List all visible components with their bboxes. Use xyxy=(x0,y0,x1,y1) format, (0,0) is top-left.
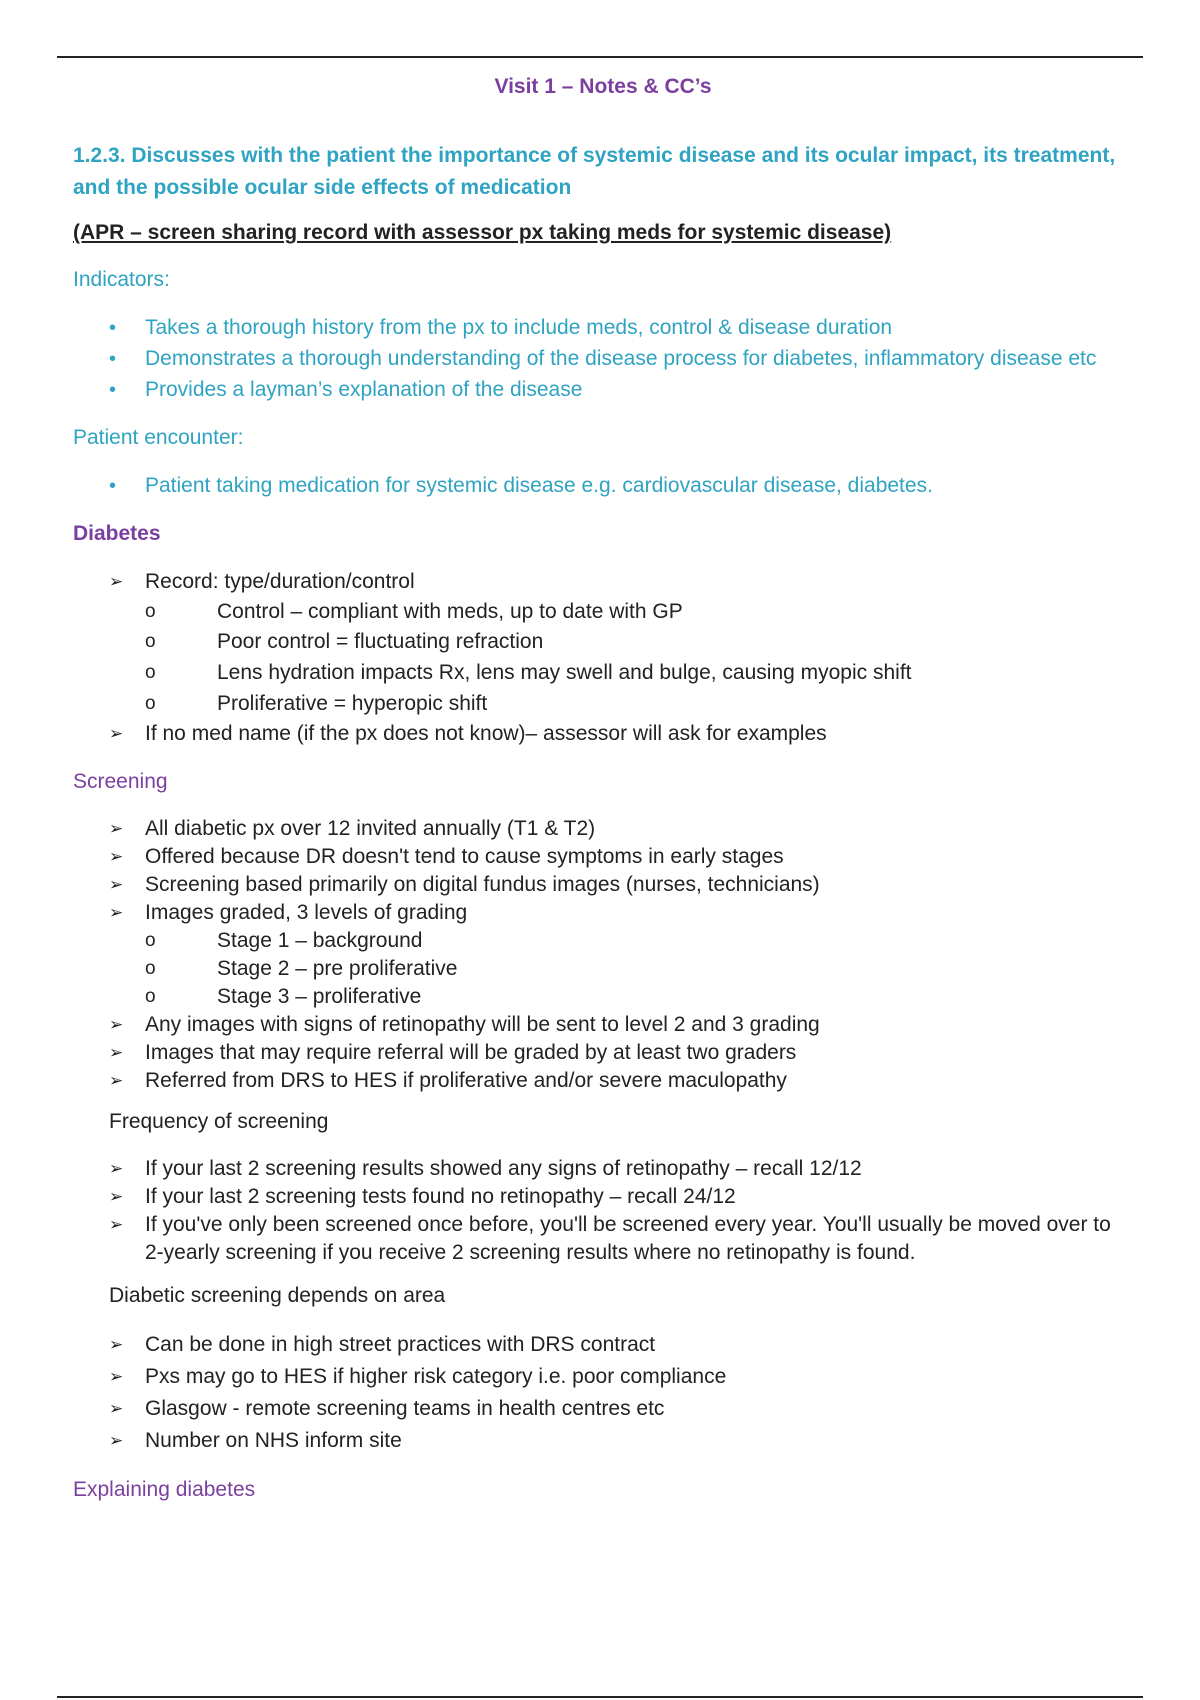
list-item: • Demonstrates a thorough understanding of the disease process for diabetes, inflammatory disease etc xyxy=(73,344,1133,374)
bullet-icon: • xyxy=(109,348,117,370)
indicators-label: Indicators: xyxy=(73,268,170,291)
list-item: ➢ If your last 2 screening tests found no retinopathy – recall 24/12 xyxy=(73,1183,1133,1211)
sub-list-item: o Stage 1 – background xyxy=(145,927,1133,955)
frequency-label: Frequency of screening xyxy=(109,1110,329,1133)
list-item: ➢ All diabetic px over 12 invited annually (T1 & T2) xyxy=(73,815,1133,843)
arrow-bullet-icon: ➢ xyxy=(109,847,124,866)
patient-encounter-label: Patient encounter: xyxy=(73,426,244,449)
list-item: ➢ If your last 2 screening results showed any signs of retinopathy – recall 12/12 xyxy=(73,1155,1133,1183)
sub-list-item: o Proliferative = hyperopic shift xyxy=(145,689,1133,719)
arrow-bullet-icon: ➢ xyxy=(109,903,124,922)
list-item: ➢ Any images with signs of retinopathy will be sent to level 2 and 3 grading xyxy=(73,1011,1133,1039)
diabetes-list-continued xyxy=(73,719,1133,749)
arrow-bullet-icon: ➢ xyxy=(109,1071,124,1090)
bullet-icon: • xyxy=(109,317,117,339)
list-item: ➢ Referred from DRS to HES if proliferative and/or severe maculopathy xyxy=(73,1067,1133,1095)
circle-bullet-icon: o xyxy=(145,958,156,979)
screening-list-continued xyxy=(73,1011,1133,1095)
circle-bullet-icon: o xyxy=(145,930,156,951)
arrow-bullet-icon: ➢ xyxy=(109,724,124,743)
area-label: Diabetic screening depends on area xyxy=(109,1284,446,1307)
list-item: ➢ Number on NHS inform site xyxy=(73,1425,1133,1457)
arrow-bullet-icon: ➢ xyxy=(109,1043,124,1062)
patient-encounter-list xyxy=(73,471,1133,501)
apr-note: (APR – screen sharing record with assessor px taking meds for systemic disease) xyxy=(73,221,892,244)
list-item: ➢ Can be done in high street practices with DRS contract xyxy=(73,1329,1133,1361)
list-item: ➢ Glasgow - remote screening teams in health centres etc xyxy=(73,1393,1133,1425)
diabetes-heading: Diabetes xyxy=(73,522,161,545)
list-item: ➢ Screening based primarily on digital fundus images (nurses, technicians) xyxy=(73,871,1133,899)
list-item: • Patient taking medication for systemic disease e.g. cardiovascular disease, diabetes. xyxy=(73,471,1133,501)
arrow-bullet-icon: ➢ xyxy=(109,1399,124,1418)
list-item: ➢ Pxs may go to HES if higher risk category i.e. poor compliance xyxy=(73,1361,1133,1393)
screening-list xyxy=(73,815,1133,927)
arrow-bullet-icon: ➢ xyxy=(109,1367,124,1386)
list-item: • Provides a layman’s explanation of the disease xyxy=(73,375,1133,405)
frequency-list xyxy=(73,1155,1133,1267)
arrow-bullet-icon: ➢ xyxy=(109,1187,124,1206)
circle-bullet-icon: o xyxy=(145,631,156,652)
record-sub-list xyxy=(73,597,1133,719)
sub-list-item: o Control – compliant with meds, up to date with GP xyxy=(145,597,1133,627)
arrow-bullet-icon: ➢ xyxy=(109,1015,124,1034)
arrow-bullet-icon: ➢ xyxy=(109,1215,124,1234)
list-item: ➢ If you've only been screened once before, you'll be screened every year. You'll usually be moved over to 2-yearly screening if you receive 2 screening results where no retinopathy is found. xyxy=(109,1213,1111,1264)
page-title: Visit 1 – Notes & CC’s xyxy=(494,75,712,98)
circle-bullet-icon: o xyxy=(145,662,156,683)
arrow-bullet-icon: ➢ xyxy=(109,572,124,591)
top-rule xyxy=(57,56,1143,58)
section-heading: 1.2.3. Discusses with the patient the importance of systemic disease and its ocular impact, its treatment, and the possible ocular side effects of medication xyxy=(73,144,1116,199)
list-item: ➢ Offered because DR doesn't tend to cause symptoms in early stages xyxy=(73,843,1133,871)
list-item: • Takes a thorough history from the px to include meds, control & disease duration xyxy=(73,313,1133,343)
circle-bullet-icon: o xyxy=(145,986,156,1007)
list-item: ➢ Images that may require referral will be graded by at least two graders xyxy=(73,1039,1133,1067)
document-page xyxy=(73,72,1133,1523)
arrow-bullet-icon: ➢ xyxy=(109,1159,124,1178)
area-list xyxy=(73,1329,1133,1457)
list-item: ➢ Record: type/duration/control xyxy=(73,567,1133,597)
explaining-diabetes-label: Explaining diabetes xyxy=(73,1478,256,1501)
list-item: ➢ If no med name (if the px does not know)– assessor will ask for examples xyxy=(73,719,1133,749)
sub-list-item: o Poor control = fluctuating refraction xyxy=(145,627,1133,657)
sub-list-item: o Stage 3 – proliferative xyxy=(145,983,1133,1011)
bottom-rule xyxy=(57,1696,1143,1698)
indicators-list xyxy=(73,313,1133,405)
grading-sub-list xyxy=(73,927,1133,1011)
list-item: ➢ Images graded, 3 levels of grading xyxy=(73,899,1133,927)
screening-label: Screening xyxy=(73,770,168,793)
circle-bullet-icon: o xyxy=(145,601,156,622)
arrow-bullet-icon: ➢ xyxy=(109,875,124,894)
sub-list-item: o Lens hydration impacts Rx, lens may swell and bulge, causing myopic shift xyxy=(145,657,1133,689)
arrow-bullet-icon: ➢ xyxy=(109,1335,124,1354)
diabetes-list xyxy=(73,567,1133,597)
circle-bullet-icon: o xyxy=(145,693,156,714)
arrow-bullet-icon: ➢ xyxy=(109,1431,124,1450)
sub-list-item: o Stage 2 – pre proliferative xyxy=(145,955,1133,983)
bullet-icon: • xyxy=(109,379,117,401)
arrow-bullet-icon: ➢ xyxy=(109,819,124,838)
bullet-icon: • xyxy=(109,475,117,497)
